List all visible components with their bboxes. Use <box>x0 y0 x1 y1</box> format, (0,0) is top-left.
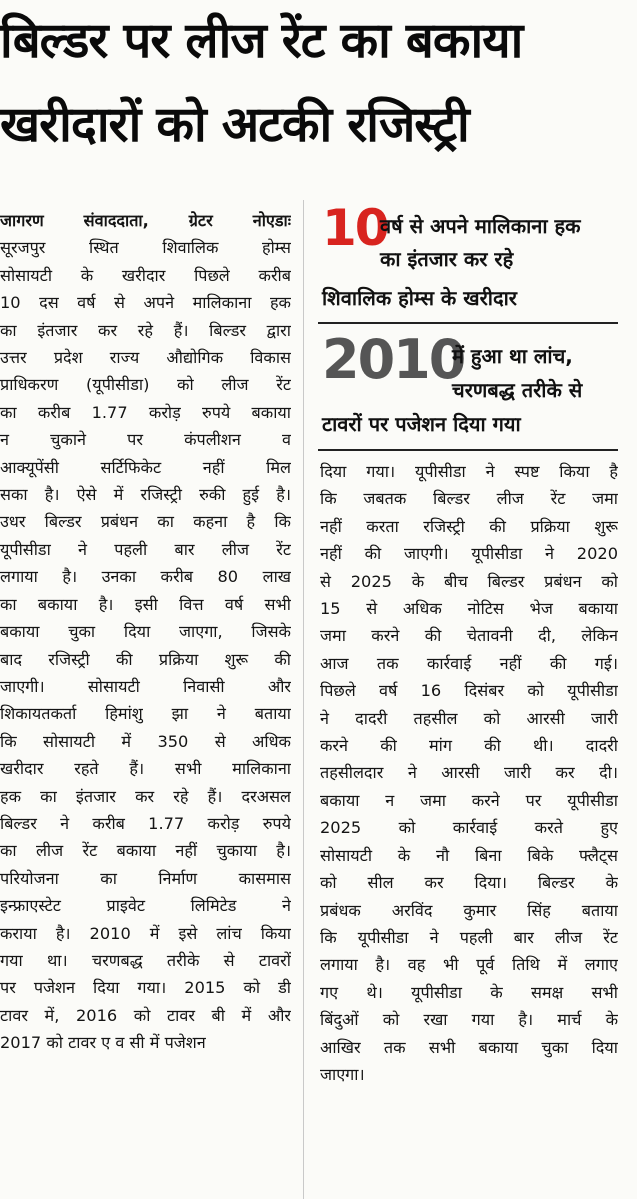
callout2-line2: चरणबद्ध तरीके से <box>452 378 583 402</box>
text-line: नहीं करता रजिस्ट्री की प्रक्रिया शुरू <box>320 516 618 536</box>
text-line: खरीदार रहते हैं। सभी मालिकाना <box>0 759 291 779</box>
headline-line-1: बिल्डर पर लीज रेंट का बकाया <box>0 12 523 69</box>
text-line: कि सोसायटी में 350 से अधिक <box>0 731 291 751</box>
text-line: यूपीसीडा ने पहली बार लीज रेंट <box>0 539 291 559</box>
text-line: 2017 को टावर ए व सी में पजेशन <box>0 1033 206 1053</box>
text-line: बाद रजिस्ट्री की प्रक्रिया शुरू की <box>0 649 291 669</box>
text-line: बिल्डर ने करीब 1.77 करोड़ रुपये <box>0 813 291 833</box>
text-line: लगाया है। वह भी पूर्व तिथि में लगाए <box>320 955 618 975</box>
text-line: का इंतजार कर रहे हैं। बिल्डर द्वारा <box>0 320 291 340</box>
text-line: पिछले वर्ष 16 दिसंबर को यूपीसीडा <box>320 681 618 701</box>
text-line: का बकाया है। इसी वित्त वर्ष सभी <box>0 594 291 614</box>
callout1-line3: शिवालिक होम्स के खरीदार <box>322 286 517 310</box>
text-line: सोसायटी के नौ बिना बिके फ्लैट्स <box>320 845 618 865</box>
text-line: जमा करने की चेतावनी दी, लेकिन <box>320 626 618 646</box>
text-line: 2025 को कार्रवाई करते हुए <box>320 818 618 838</box>
text-line: हक का इंतजार कर रहे हैं। दरअसल <box>0 786 291 806</box>
text-line: सूरजपुर स्थित शिवालिक होम्स <box>0 238 291 258</box>
text-line: कि जबतक बिल्डर लीज रेंट जमा <box>320 489 618 509</box>
text-line: आखिर तक सभी बकाया चुका दिया <box>320 1037 618 1057</box>
text-line: 10 दस वर्ष से अपने मालिकाना हक <box>0 293 291 313</box>
text-line: टावर में, 2016 को टावर बी में और <box>0 1005 291 1025</box>
text-line: बकाया न जमा करने पर यूपीसीडा <box>320 790 618 810</box>
text-line: का करीब 1.77 करोड़ रुपये बकाया <box>0 402 291 422</box>
text-line: बकाया चुका दिया जाएगा, जिसके <box>0 622 291 642</box>
callout1-line1: वर्ष से अपने मालिकाना हक <box>380 214 581 238</box>
byline: जागरण संवाददाता, ग्रेटर नोएडाः <box>0 211 291 230</box>
left-column <box>0 207 291 1057</box>
text-line: प्रबंधक अरविंद कुमार सिंह बताया <box>320 900 618 920</box>
text-line: दिया गया। यूपीसीडा ने स्पष्ट किया है <box>320 462 618 481</box>
text-line: परियोजना का निर्माण कासमास <box>0 868 291 888</box>
text-line: प्राधिकरण (यूपीसीडा) को लीज रेंट <box>0 375 291 395</box>
callout1-line2: का इंतजार कर रहे <box>380 247 514 271</box>
text-line: आक्यूपेंसी सर्टिफिकेट नहीं मिल <box>0 457 291 477</box>
text-line: 15 से अधिक नोटिस भेज बकाया <box>320 599 618 619</box>
text-line: न चुकाने पर कंपलीशन व <box>0 430 291 450</box>
callout-number-10: 10 <box>322 199 388 257</box>
callout-divider <box>318 322 618 324</box>
text-line: शिकायतकर्ता हिमांशु झा ने बताया <box>0 704 291 724</box>
text-line: आज तक कार्रवाई नहीं की गई। <box>320 653 618 673</box>
left-column-body <box>0 234 291 1056</box>
text-line: नहीं की जाएगी। यूपीसीडा ने 2020 <box>320 544 618 564</box>
text-line: जाएगा। <box>320 1064 365 1084</box>
text-line: उधर बिल्डर प्रबंधन का कहना है कि <box>0 512 291 532</box>
text-line: कराया है। 2010 में इसे लांच किया <box>0 923 291 943</box>
right-column-body <box>320 458 618 1088</box>
text-line: उत्तर प्रदेश राज्य औद्योगिक विकास <box>0 348 291 368</box>
callout2-line3: टावरों पर पजेशन दिया गया <box>322 412 521 436</box>
text-line: गए थे। यूपीसीडा के समक्ष सभी <box>320 982 618 1002</box>
text-line: लगाया है। उनका करीब 80 लाख <box>0 567 291 587</box>
text-line: को सील कर दिया। बिल्डर के <box>320 873 618 893</box>
text-line: का लीज रेंट बकाया नहीं चुकाया है। <box>0 841 291 861</box>
text-line: से 2025 के बीच बिल्डर प्रबंधन को <box>320 571 618 591</box>
text-line: तहसीलदार ने आरसी जारी कर दी। <box>320 763 618 783</box>
text-line: ने दादरी तहसील को आरसी जारी <box>320 708 618 728</box>
right-column <box>320 458 618 1088</box>
text-line: कि यूपीसीडा ने पहली बार लीज रेंट <box>320 927 618 947</box>
callout-number-2010: 2010 <box>322 328 465 391</box>
text-line: बिंदुओं को रखा गया है। मार्च के <box>320 1010 618 1030</box>
text-line: सोसायटी के खरीदार पिछले करीब <box>0 265 291 285</box>
text-line: करने की मांग की थी। दादरी <box>320 736 618 756</box>
text-line: सका है। ऐसे में रजिस्ट्री रुकी हुई है। <box>0 485 291 505</box>
column-divider <box>303 200 304 1199</box>
callout-divider-bottom <box>318 449 618 451</box>
text-line: गया था। चरणबद्ध तरीके से टावरों <box>0 950 291 970</box>
text-line: पर पजेशन दिया गया। 2015 को डी <box>0 978 291 998</box>
callout2-line1: में हुआ था लांच, <box>452 344 573 368</box>
text-line: जाएगी। सोसायटी निवासी और <box>0 676 291 696</box>
headline-line-2: खरीदारों को अटकी रजिस्ट्री <box>0 96 469 153</box>
text-line: इन्फ्राएस्टेट प्राइवेट लिमिटेड ने <box>0 896 291 916</box>
